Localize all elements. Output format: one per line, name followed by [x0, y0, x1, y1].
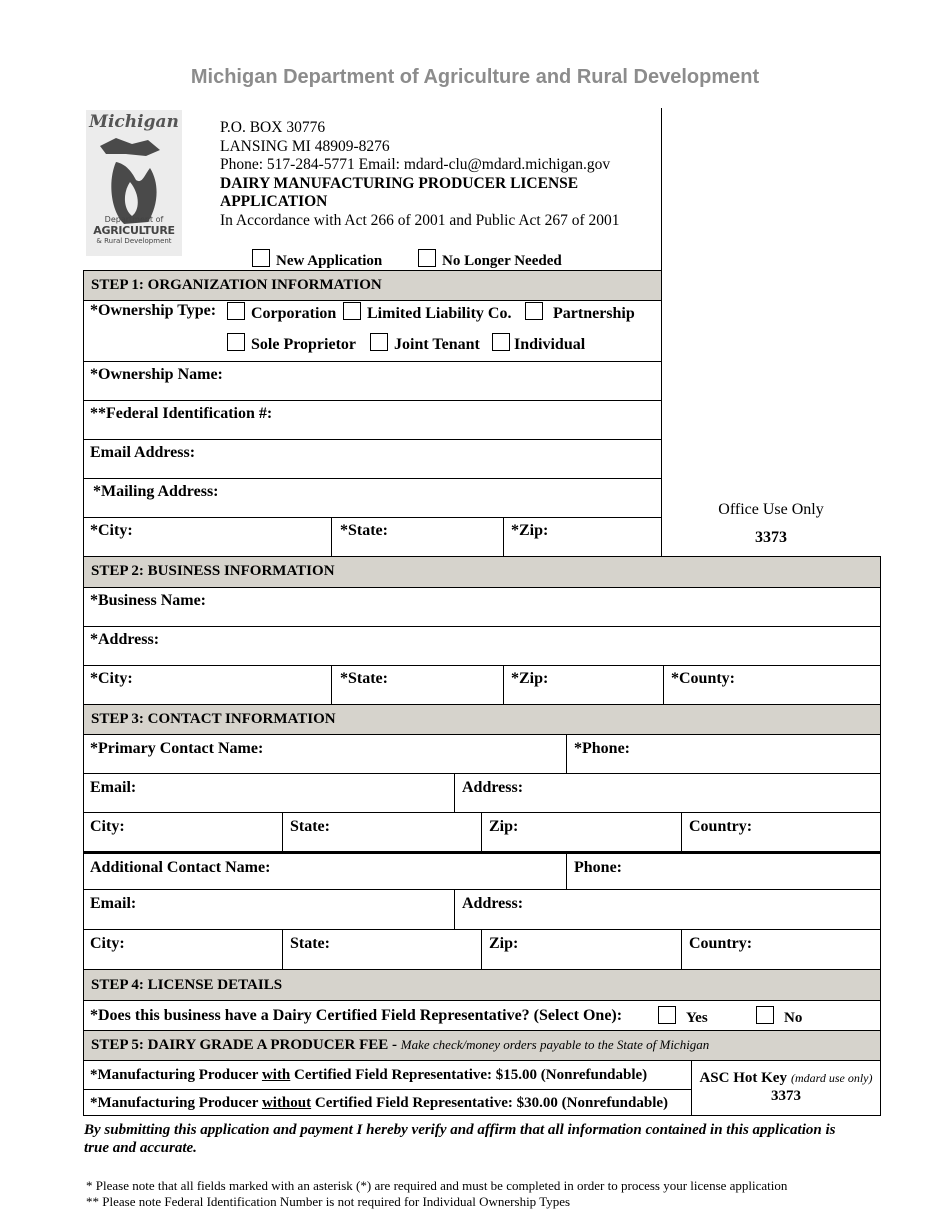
primary-address-field[interactable]: Address:: [462, 779, 524, 796]
primary-state-field[interactable]: State:: [290, 818, 330, 835]
ownership-sole-proprietor[interactable]: [227, 333, 356, 354]
step1-zip-field[interactable]: *Zip:: [511, 522, 549, 539]
page-title: Michigan Department of Agriculture and Rural Development: [190, 66, 760, 88]
form-title-1: DAIRY MANUFACTURING PRODUCER LICENSE: [220, 174, 579, 192]
field-rep-no-option[interactable]: [756, 1006, 802, 1027]
hotkey-label-note: (mdard use only): [790, 1071, 873, 1085]
office-use-label: Office Use Only: [718, 501, 824, 518]
additional-country-field[interactable]: Country:: [689, 935, 753, 952]
step2-state-field[interactable]: *State:: [340, 670, 388, 687]
step1-state-field[interactable]: *State:: [340, 522, 388, 539]
fee2-pre: *Manufacturing Producer: [90, 1095, 262, 1111]
fee1-underline: with: [261, 1067, 291, 1083]
field-rep-yes-option[interactable]: [658, 1006, 708, 1027]
yes-checkbox[interactable]: [658, 1006, 676, 1024]
asc-hotkey-label: [692, 1069, 880, 1087]
office-use-code: 3373: [755, 529, 787, 546]
joint-tenant-checkbox[interactable]: [370, 333, 388, 351]
asc-hotkey-code: 3373: [771, 1088, 801, 1104]
logo-line-2: AGRICULTURE: [93, 224, 175, 237]
primary-contact-field[interactable]: *Primary Contact Name:: [90, 740, 264, 757]
affirmation-line-2: true and accurate.: [84, 1140, 197, 1156]
mailing-address-field[interactable]: *Mailing Address:: [93, 483, 219, 500]
corporation-checkbox[interactable]: [227, 302, 245, 320]
partnership-checkbox[interactable]: [525, 302, 543, 320]
federal-id-note: ** Please note Federal Identification Number is not required for Individual Ownership Types: [86, 1194, 571, 1209]
business-name-field[interactable]: *Business Name:: [90, 592, 207, 609]
llc-checkbox[interactable]: [343, 302, 361, 320]
affirmation-line-1: By submitting this application and payment I hereby verify and affirm that all information contained in this application is: [84, 1122, 836, 1138]
partnership-label: Partnership: [553, 305, 635, 322]
step1-city-field[interactable]: *City:: [90, 522, 133, 539]
step1-heading: STEP 1: ORGANIZATION INFORMATION: [91, 277, 382, 293]
step2-city-field[interactable]: *City:: [90, 670, 133, 687]
city-line: LANSING MI 48909-8276: [220, 137, 390, 155]
agency-address-block: [220, 119, 619, 231]
ownership-individual[interactable]: [492, 333, 585, 354]
act-line: In Accordance with Act 266 of 2001 and Public Act 267 of 2001: [220, 211, 620, 229]
additional-address-field[interactable]: Address:: [462, 895, 524, 912]
step5-heading-text: STEP 5: DAIRY GRADE A PRODUCER FEE -: [91, 1037, 398, 1053]
additional-email-field[interactable]: Email:: [90, 895, 137, 912]
step3-heading: STEP 3: CONTACT INFORMATION: [91, 711, 336, 727]
fee-without-rep: [90, 1095, 668, 1112]
step2-heading: STEP 2: BUSINESS INFORMATION: [91, 563, 335, 579]
additional-phone-field[interactable]: Phone:: [574, 859, 622, 876]
no-checkbox[interactable]: [756, 1006, 774, 1024]
business-address-field[interactable]: *Address:: [90, 631, 160, 648]
federal-id-field[interactable]: **Federal Identification #:: [90, 405, 273, 422]
no-longer-needed-label: No Longer Needed: [442, 253, 562, 269]
po-box: P.O. BOX 30776: [220, 119, 326, 136]
primary-city-field[interactable]: City:: [90, 818, 125, 835]
contact-line: Phone: 517-284-5771 Email: mdard-clu@mdard.michigan.gov: [220, 156, 611, 174]
step4-heading: STEP 4: LICENSE DETAILS: [91, 977, 283, 993]
fee-with-rep: [90, 1067, 647, 1084]
primary-country-field[interactable]: Country:: [689, 818, 753, 835]
new-application-label: New Application: [276, 253, 383, 269]
no-label: No: [784, 1010, 803, 1026]
step5-heading: [91, 1037, 709, 1054]
hotkey-label-text: ASC Hot Key: [699, 1070, 787, 1086]
corporation-label: Corporation: [251, 305, 337, 322]
sole-proprietor-label: Sole Proprietor: [251, 336, 357, 353]
logo-script: Michigan: [89, 112, 179, 132]
ownership-partnership[interactable]: [525, 302, 635, 323]
yes-label: Yes: [686, 1010, 708, 1026]
fee1-post: Certified Field Representative: $15.00 (Nonrefundable): [290, 1067, 648, 1083]
asterisk-note: * Please note that all fields marked with an asterisk (*) are required and must be completed in order to process your license application: [86, 1178, 788, 1193]
additional-zip-field[interactable]: Zip:: [489, 935, 519, 952]
ownership-name-field[interactable]: *Ownership Name:: [90, 366, 223, 383]
primary-email-field[interactable]: Email:: [90, 779, 137, 796]
fee2-underline: without: [261, 1095, 312, 1111]
field-rep-question: *Does this business have a Dairy Certified Field Representative? (Select One):: [90, 1007, 623, 1024]
ownership-corporation[interactable]: [227, 302, 336, 323]
no-longer-needed-option[interactable]: [418, 249, 562, 270]
email-address-field[interactable]: Email Address:: [90, 444, 196, 461]
fee2-post: Certified Field Representative: $30.00 (Nonrefundable): [311, 1095, 669, 1111]
additional-state-field[interactable]: State:: [290, 935, 330, 952]
llc-label: Limited Liability Co.: [367, 305, 512, 322]
fee1-pre: *Manufacturing Producer: [90, 1067, 262, 1083]
primary-zip-field[interactable]: Zip:: [489, 818, 519, 835]
additional-city-field[interactable]: City:: [90, 935, 125, 952]
form-title-2: APPLICATION: [220, 193, 328, 211]
ownership-joint-tenant[interactable]: [370, 333, 480, 354]
step5-heading-note: Make check/money orders payable to the State of Michigan: [400, 1037, 710, 1052]
joint-tenant-label: Joint Tenant: [394, 336, 480, 353]
mdard-logo: [86, 110, 182, 256]
primary-phone-field[interactable]: *Phone:: [574, 740, 630, 757]
ownership-type-label: *Ownership Type:: [90, 302, 217, 319]
no-longer-needed-checkbox[interactable]: [418, 249, 436, 267]
individual-label: Individual: [514, 336, 586, 353]
individual-checkbox[interactable]: [492, 333, 510, 351]
new-application-option[interactable]: [252, 249, 382, 270]
logo-line-1: Department of: [104, 215, 164, 224]
sole-proprietor-checkbox[interactable]: [227, 333, 245, 351]
ownership-llc[interactable]: [343, 302, 511, 323]
additional-contact-field[interactable]: Additional Contact Name:: [90, 859, 271, 876]
logo-line-3: & Rural Development: [96, 237, 172, 245]
step2-zip-field[interactable]: *Zip:: [511, 670, 549, 687]
new-application-checkbox[interactable]: [252, 249, 270, 267]
step2-county-field[interactable]: *County:: [671, 670, 736, 687]
